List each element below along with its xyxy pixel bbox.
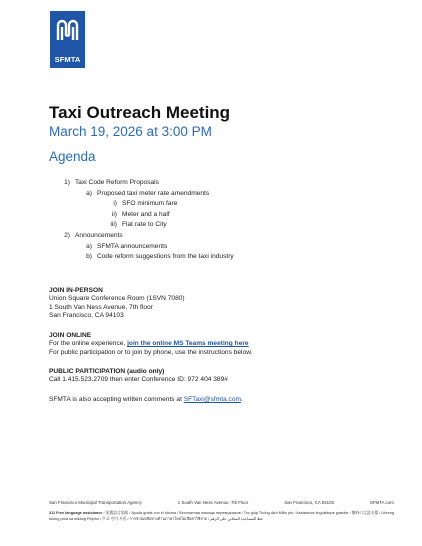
in-person-street: 1 South Van Ness Avenue, 7th floor [49,303,153,311]
comments-line [49,396,243,404]
agenda-item [84,252,234,263]
in-person-section [49,287,185,321]
sfmta-worm-icon [56,19,79,41]
footer-address: 1 South Van Ness Avenue, 7th Floor [177,500,249,505]
agenda-marker: b) [86,253,92,261]
in-person-room: Union Square Conference Room (1SVN 7080) [49,295,185,303]
agenda-item [84,242,167,253]
footer-site-link[interactable]: SFMTA.com [369,500,394,505]
page-title: Taxi Outreach Meeting [49,103,231,122]
agenda-text: Flat rate to City [122,221,167,229]
language-assistance-list: / 免費語言協助 / Ayuda gratis con el idioma / Бесплатная помощь переводчиков / Trợ giúp Thông dịch Miễn phí / Assistance linguistique gratuite / 無料の言語支援 / Libreng tulong para sa wikang Filipino / 무료 언어 지원 / การช่วยเหลือทางด้านภาษาโดยไม่เสียค่าใช้จ่าย / خط المساعدة المجاني على الرقم [49,511,394,521]
online-line [49,340,252,348]
phone-instructions: Call 1.415.523.2709 then enter Conference ID: 972 404 389# [49,376,228,384]
public-participation-section [49,368,228,385]
agenda-marker: 2) [64,232,70,239]
in-person-heading: JOIN IN-PERSON [49,287,103,294]
agenda-item [107,220,167,231]
in-person-city: San Francisco, CA 94103 [49,312,124,320]
public-participation-heading: PUBLIC PARTICIPATION (audio only) [49,368,165,375]
footer-language-assistance [49,510,394,522]
online-heading: JOIN ONLINE [49,332,92,339]
footer-agency: San Francisco Municipal Transportation Agency [49,500,142,505]
comments-email-link[interactable]: SFTaxi@sfmta.com [183,396,241,403]
agenda-marker: ii) [111,210,117,218]
agenda-item [58,231,123,242]
agenda-heading: Agenda [49,149,96,164]
agenda-text: Taxi Code Reform Proposals [75,179,159,186]
meeting-datetime: March 19, 2026 at 3:00 PM [49,124,212,139]
agenda-marker: iii) [110,221,117,229]
teams-meeting-link[interactable]: join the online MS Teams meeting here [127,340,249,348]
agenda-item [107,199,177,210]
agenda-text: SFMTA announcements [97,242,168,250]
agenda-marker: 1) [64,179,70,186]
agenda-text: Meter and a half [122,210,170,218]
agenda-marker: i) [113,200,117,208]
agenda-item [58,178,159,189]
footer-city: San Francisco, CA 94103 [284,500,334,505]
agenda-text: Code reform suggestions from the taxi industry [97,253,234,261]
sfmta-logo [50,11,85,68]
logo-text: SFMTA [54,55,81,64]
comments-suffix: . [241,396,243,403]
agenda-marker: a) [86,242,92,250]
language-assistance-label: 311 Free language assistance [49,511,103,515]
agenda-marker: a) [86,189,92,197]
agenda-item [107,210,170,221]
agenda-text: SFO minimum fare [122,200,178,208]
online-prefix: For the online experience, [49,340,128,348]
agenda-text: Proposed taxi meter rate amendments [97,189,210,197]
online-section [49,332,252,357]
footer-contact [49,500,394,505]
agenda-item [84,189,209,200]
agenda-text: Announcements [75,232,123,239]
comments-prefix: SFMTA is also accepting written comments at [49,396,184,403]
online-instructions: For public participation or to join by phone, use the instructions below. [49,348,253,356]
comments-section [49,396,243,404]
